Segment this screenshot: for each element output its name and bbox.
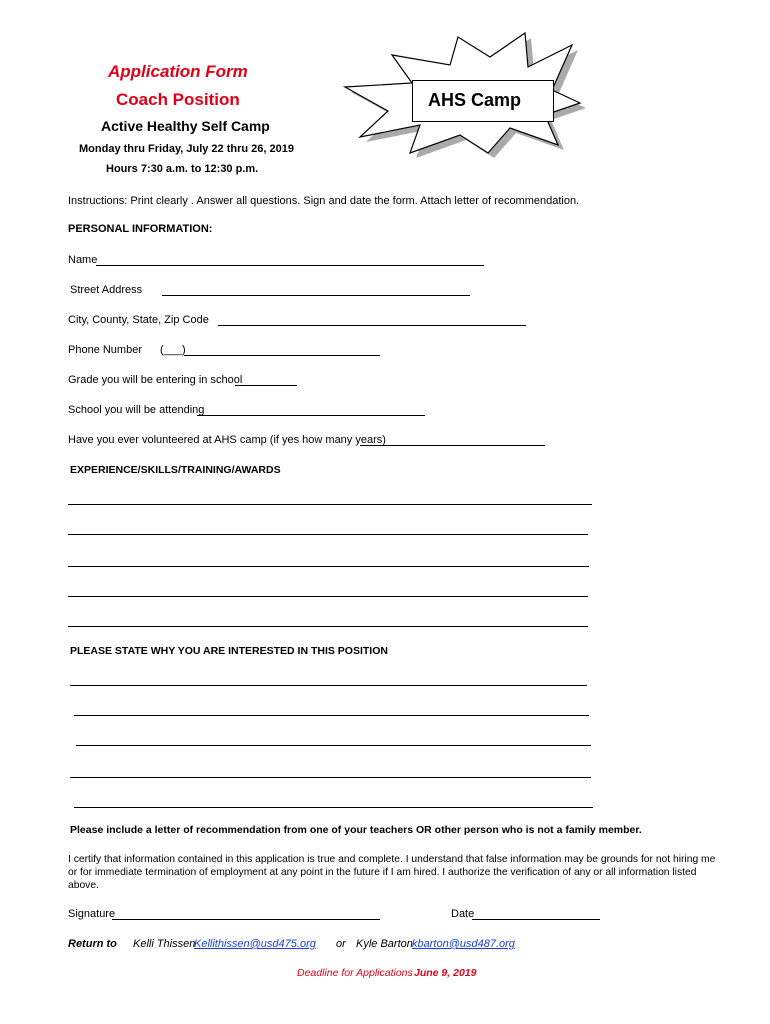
contact2-name: Kyle Barton [356,938,413,950]
interest-line-1[interactable] [70,685,587,686]
name-label: Name [68,254,98,266]
experience-line-2[interactable] [68,534,588,535]
form-subtitle: Coach Position [116,90,240,109]
date-field[interactable] [472,919,600,920]
school-field[interactable] [197,415,425,416]
contact1-name: Kelli Thissen [133,938,196,950]
street-field[interactable] [162,295,470,296]
interest-heading: PLEASE STATE WHY YOU ARE INTERESTED IN THIS POSITION [70,645,388,657]
camp-dates: Monday thru Friday, July 22 thru 26, 2019 [79,143,294,155]
certify-line-1: I certify that information contained in this application is true and complete. I understand that false information may be grounds for not hiring me [68,854,716,865]
experience-line-1[interactable] [68,504,592,505]
instructions: Instructions: Print clearly . Answer all questions. Sign and date the form. Attach letter of recommendation. [68,195,580,207]
form-title: Application Form [108,62,248,81]
volunteer-field[interactable] [360,445,545,446]
signature-field[interactable] [112,919,380,920]
grade-field[interactable] [235,385,297,386]
return-to-label: Return to [68,938,117,950]
city-label: City, County, State, Zip Code [68,314,209,326]
experience-line-5[interactable] [68,626,588,627]
interest-line-2[interactable] [74,715,589,716]
recommendation-note: Please include a letter of recommendation from one of your teachers OR other person who is not a family member. [70,824,642,836]
volunteer-label: Have you ever volunteered at AHS camp (if yes how many years) [68,434,386,446]
certify-line-3: above. [68,880,99,891]
signature-label: Signature [68,908,116,920]
experience-line-3[interactable] [68,566,589,567]
street-label: Street Address [70,284,143,296]
phone-area-code[interactable]: (___) [160,344,186,356]
deadline-label: Deadline for Applications [297,967,413,979]
certify-line-2: or for immediate termination of employment at any point in the future if I am hired. I authorize the verification of any or all information listed [68,867,697,878]
phone-field[interactable] [184,355,380,356]
city-field[interactable] [218,325,526,326]
grade-label: Grade you will be entering in school [68,374,243,386]
interest-line-3[interactable] [76,745,591,746]
contact1-email-link[interactable]: Kellithissen@usd475.org [194,938,316,950]
interest-line-4[interactable] [70,777,591,778]
badge-text: AHS Camp [428,90,522,110]
school-label: School you will be attending [68,404,205,416]
personal-heading: PERSONAL INFORMATION: [68,223,213,235]
camp-name: Active Healthy Self Camp [101,118,270,134]
interest-line-5[interactable] [74,807,593,808]
experience-line-4[interactable] [68,596,588,597]
date-label: Date [451,908,475,920]
experience-heading: EXPERIENCE/SKILLS/TRAINING/AWARDS [70,464,281,476]
name-field[interactable] [96,265,484,266]
deadline-date: June 9, 2019 [414,967,477,979]
or-text: or [336,938,346,950]
phone-label: Phone Number [68,344,142,356]
contact2-email-link[interactable]: kbarton@usd487.org [412,938,515,950]
camp-hours: Hours 7:30 a.m. to 12:30 p.m. [106,163,259,175]
